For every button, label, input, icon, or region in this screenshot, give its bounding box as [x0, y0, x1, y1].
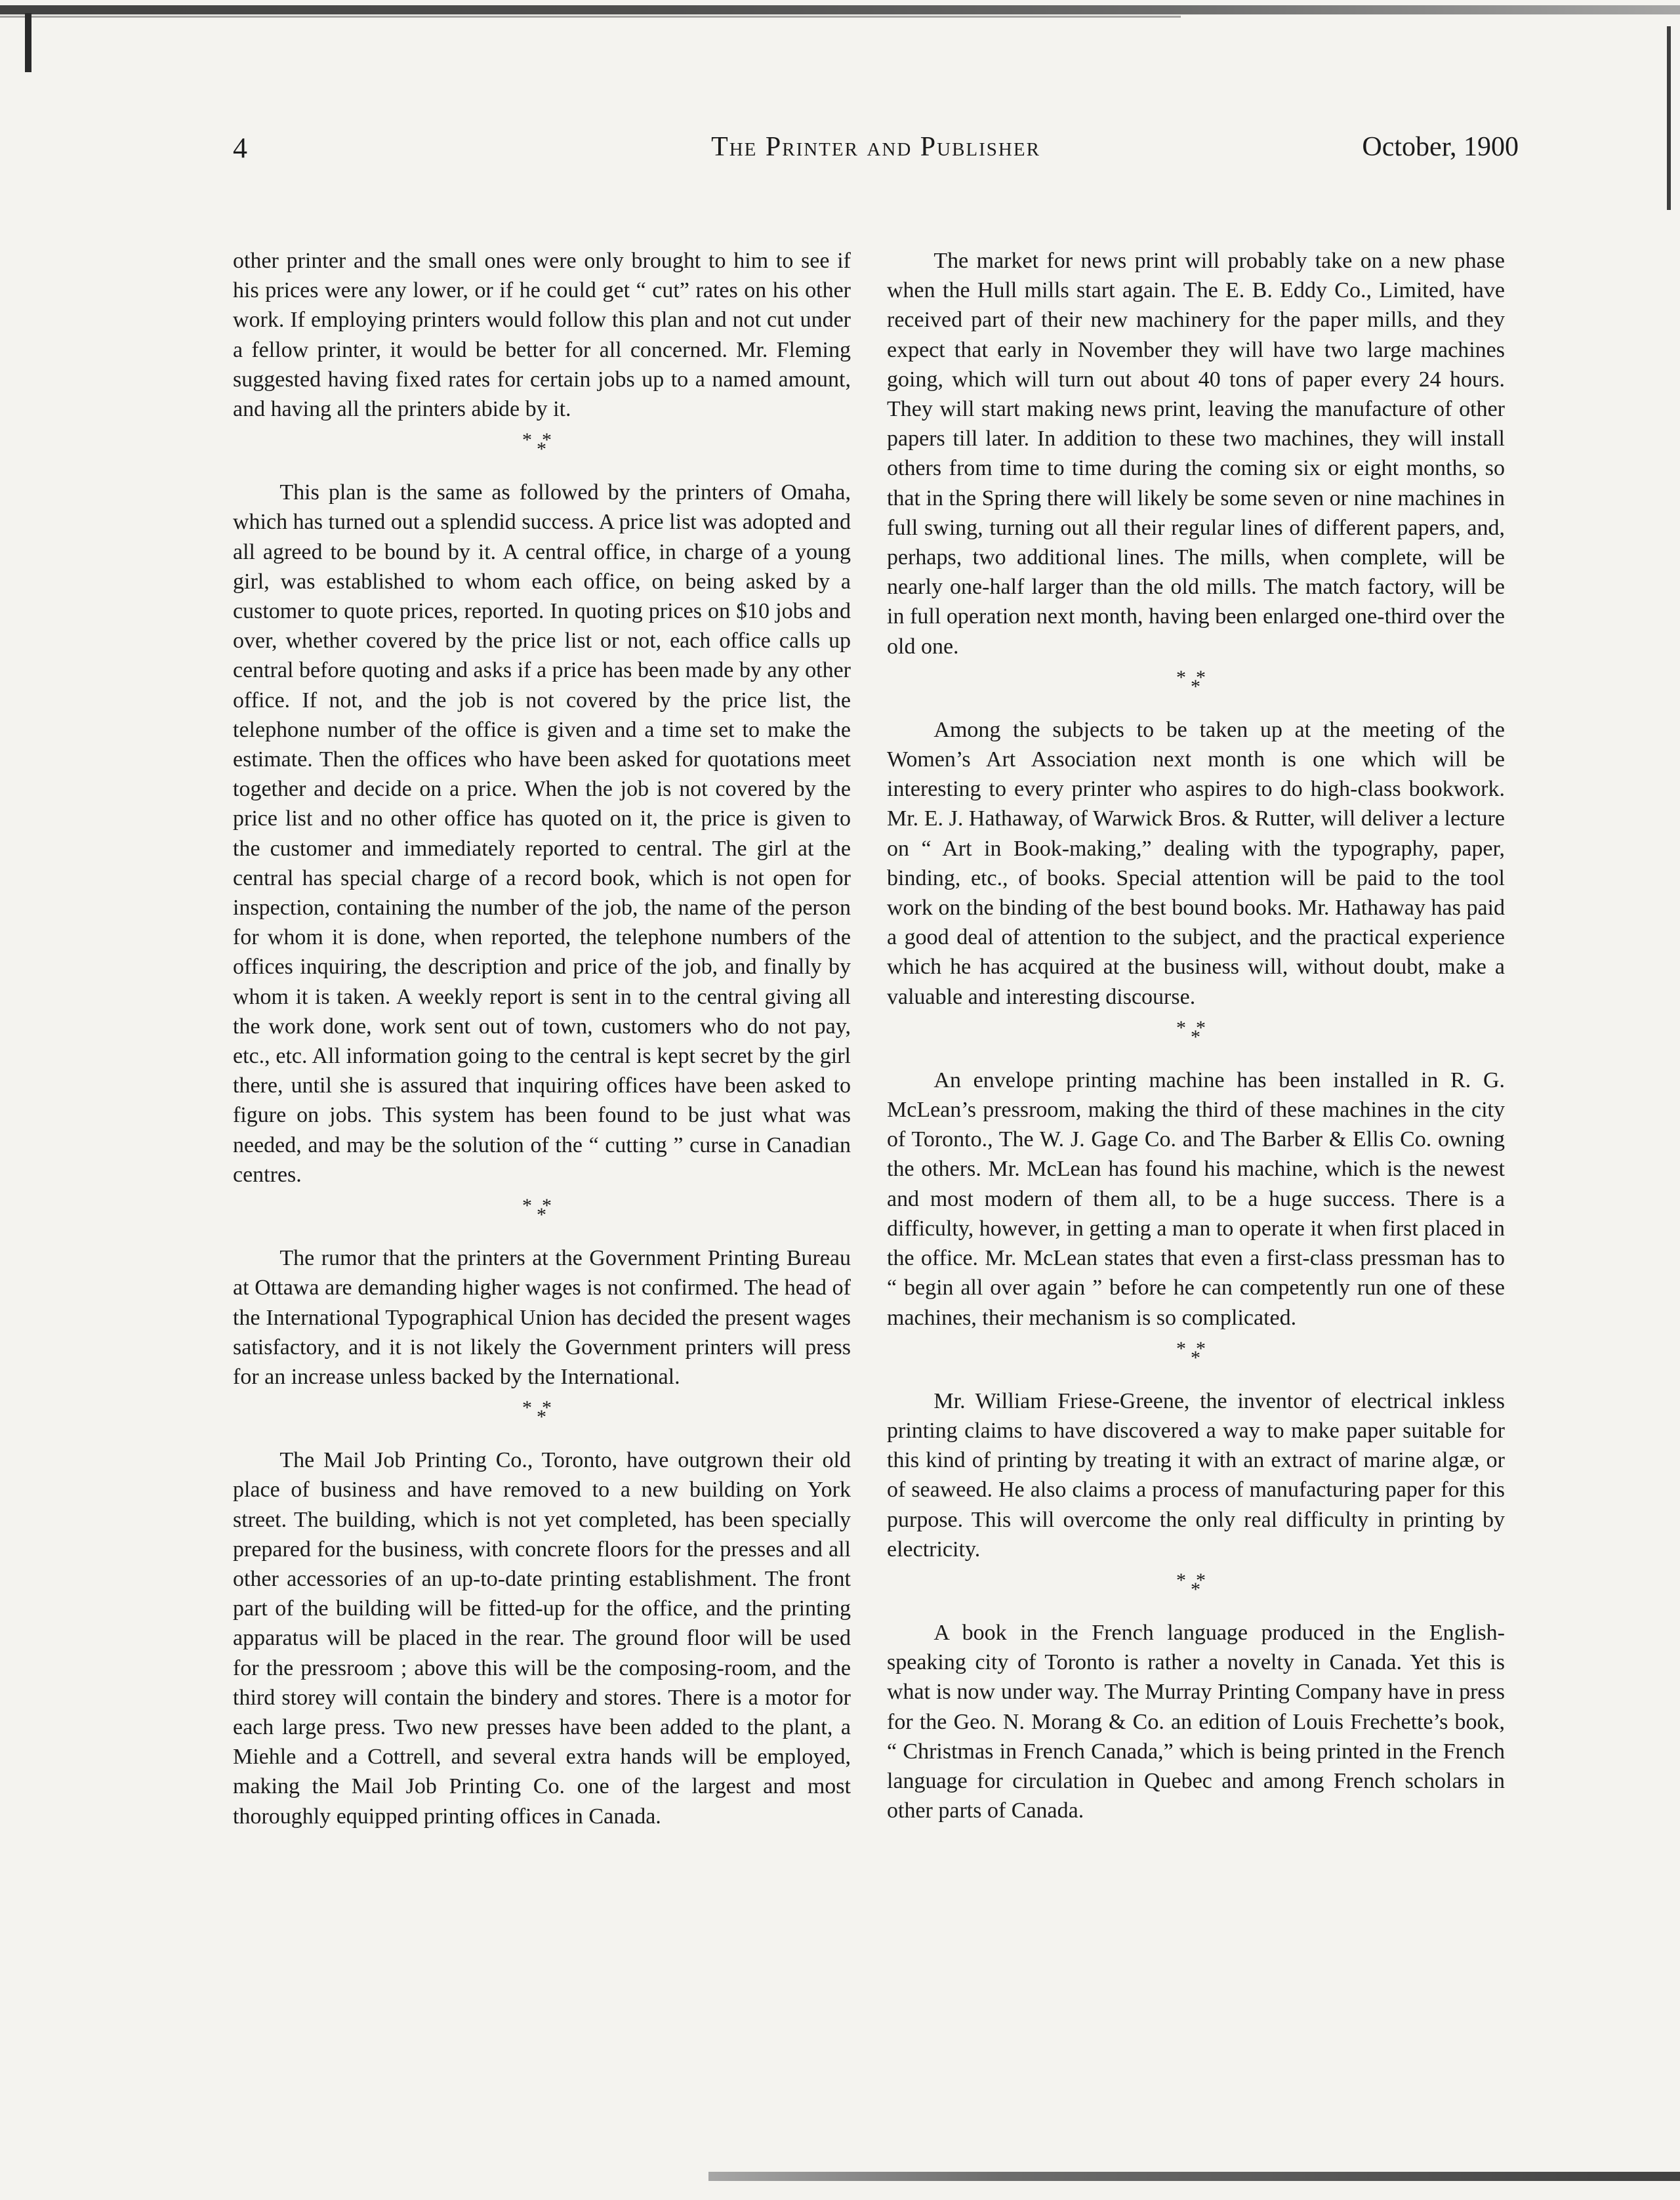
- paragraph: An envelope printing machine has been installed in R. G. McLean’s pressroom, making the third of these machines in the city of Toronto., The W. J. Gage Co. and The Barber & Ellis Co. owning the others. Mr. McLean has found his machine, which is the newest and most modern of them all, to be a huge success. There is a difficulty, however, in getting a man to operate it when first placed in the office. Mr. McLean states that even a first-class pressman has to “ begin all over again ” before he can competently run one of these machines, their mechanism is so complicated.: [887, 1068, 1505, 1330]
- paragraph: Mr. William Friese-Greene, the inventor of electrical inkless printing claims to have discovered a way to make paper suitable for this kind of printing by treating it with an extract of marine algæ, or of seaweed. He also claims a process of manufacturing paper for this purpose. This will overcome the only real difficulty in printing by electricity.: [887, 1388, 1505, 1562]
- section-break-asterism: [887, 1018, 1505, 1052]
- section-break-asterism: [233, 430, 851, 465]
- journal-title: The Printer and Publisher: [711, 132, 1040, 162]
- scan-edge-top: [0, 5, 1680, 14]
- scan-edge-bottom: [708, 2172, 1680, 2181]
- section-break-asterism: [887, 1571, 1505, 1605]
- scan-edge-top-line: [0, 16, 1181, 18]
- section-break-asterism: [887, 668, 1505, 702]
- paragraph: A book in the French language produced in the English-speaking city of Toronto is rather a novelty in Canada. Yet this is what is now under way. The Murray Printing Company have in press for the Geo. N. Morang & Co. an edition of Louis Frechette’s book, “ Christmas in French Canada,” which is being printed in the French language for circulation in Quebec and among French scholars in other parts of Canada.: [887, 1620, 1505, 1823]
- section-break-asterism: [887, 1339, 1505, 1373]
- section-break-asterism: [233, 1196, 851, 1230]
- page-number: 4: [233, 132, 247, 164]
- paragraph: The market for news print will probably take on a new phase when the Hull mills start again. The E. B. Eddy Co., Limited, have received part of their new machinery for the paper mills, and they expect that early in November they will have two large machines going, which will turn out about 40 tons of paper every 24 hours. They will start making news print, leaving the manufacture of other papers till later. In addition to these two machines, they will install others from time to time during the coming six or eight months, so that in the Spring there will likely be some seven or nine machines in full swing, turning out all their regular lines of different papers, and, perhaps, two additional lines. The mills, when complete, will be nearly one-half larger than the old mills. The match factory, will be in full operation next month, having been enlarged one-third over the old one.: [887, 249, 1505, 659]
- paragraph: The rumor that the printers at the Government Printing Bureau at Ottawa are demanding higher wages is not confirmed. The head of the International Typographical Union has decided the present wages satisfactory, and it is not likely the Government printers will press for an increase unless backed by the International.: [233, 1246, 851, 1389]
- left-column: [233, 246, 851, 1831]
- section-break-asterism: [233, 1398, 851, 1432]
- issue-date: October, 1900: [1362, 132, 1519, 162]
- scan-mark-left: [25, 13, 31, 72]
- running-header: [233, 131, 1519, 171]
- scan-mark-right: [1667, 26, 1671, 210]
- paragraph: This plan is the same as followed by the printers of Omaha, which has turned out a splendid success. A price list was adopted and all agreed to be bound by it. A central office, in charge of a young girl, was established to whom each office, on being asked by a customer to quote prices, reported. In quoting prices on $10 jobs and over, whether covered by the price list or not, each office calls up central before quoting and asks if a price has been made by any other office. If not, and the job is not covered by the price list, the telephone number of the office is given and a time set to make the estimate. Then the offices who have been asked for quotations meet together and decide on a price. When the job is not covered by the price list and no other office has quoted on it, the price is given to the customer and immediately reported to central. The girl at the central has special charge of a record book, which is not open for inspection, containing the number of the job, the name of the person for whom it is done, when reported, the telephone numbers of the offices inquiring, the description and price of the job, and finally by whom it is taken. A weekly report is sent in to the central giving all the work done, work sent out of town, customers who do not pay, etc., etc. All information going to the central is kept secret by the girl there, until she is assured that inquiring offices have been asked to figure on jobs. This system has been found to be just what was needed, and may be the solution of the “ cutting ” curse in Canadian centres.: [233, 480, 851, 1187]
- paragraph: The Mail Job Printing Co., Toronto, have outgrown their old place of business and have removed to a new building on York street. The building, which is not yet completed, has been specially prepared for the business, with concrete floors for the presses and all other accessories of an up-to-date printing establishment. The front part of the building will be fitted-up for the office, and the printing apparatus will be placed in the rear. The ground floor will be used for the pressroom ; above this will be the composing-room, and the third storey will contain the bindery and stores. There is a motor for each large press. Two new presses have been added to the plant, a Miehle and a Cottrell, and several extra hands will be employed, making the Mail Job Printing Co. one of the largest and most thoroughly equipped printing offices in Canada.: [233, 1448, 851, 1829]
- paragraph: other printer and the small ones were only brought to him to see if his prices were any lower, or if he could get “ cut” rates on his other work. If employing printers would follow this plan and not cut under a fellow printer, it would be better for all concerned. Mr. Fleming suggested having fixed rates for certain jobs up to a named amount, and having all the printers abide by it.: [233, 249, 851, 422]
- right-column: [887, 246, 1505, 1825]
- paragraph: Among the subjects to be taken up at the meeting of the Women’s Art Association next month is one which will be interesting to every printer who aspires to do high-class bookwork. Mr. E. J. Hathaway, of Warwick Bros. & Rutter, will deliver a lecture on “ Art in Book-making,” dealing with the typography, paper, binding, etc., of books. Special attention will be paid to the tool work on the binding of the best bound books. Mr. Hathaway has paid a good deal of attention to the subject, and the practical experience which he has acquired at the business will, without doubt, make a valuable and interesting discourse.: [887, 717, 1505, 1009]
